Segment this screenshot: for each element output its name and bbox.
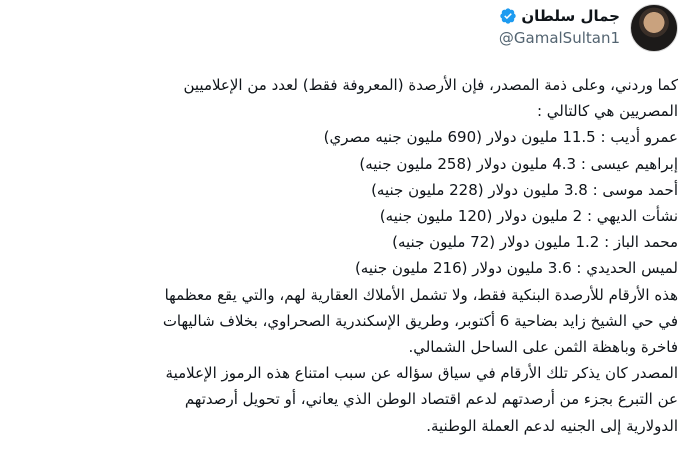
avatar[interactable] [630,4,678,52]
tweet-line: عن التبرع بجزء من أرصدتهم لدعم اقتصاد الوطن الذي يعاني، أو تحويل أرصدتهم [184,390,678,409]
tweet-line: في حي الشيخ زايد بضاحية 6 أكتوبر، وطريق الإسكندرية الصحراوي، بخلاف شاليهات [162,311,678,330]
tweet-line: نشأت الديهي : 2 مليون دولار (120 مليون جنيه) [379,207,678,226]
tweet-line: الدولارية إلى الجنيه لدعم العملة الوطنية. [426,416,678,435]
tweet-line: أحمد موسى : 3.8 مليون دولار (228 مليون جنيه) [371,180,678,199]
tweet-text [18,72,678,439]
tweet-line: عمرو أديب : 11.5 مليون دولار (690 مليون جنيه مصري) [323,128,678,147]
author-display-name[interactable]: جمال سلطان [521,7,620,25]
tweet-line: إبراهيم عيسى : 4.3 مليون دولار (258 مليون جنيه) [359,154,678,173]
name-row [499,6,620,26]
tweet-line: كما وردني، وعلى ذمة المصدر، فإن الأرصدة (المعروفة فقط) لعدد من الإعلاميين [183,76,678,94]
tweet-line: فاخرة وباهظة الثمن على الساحل الشمالي. [408,338,678,357]
verified-badge-icon [499,7,517,25]
tweet-line: المصدر كان يذكر تلك الأرقام في سياق سؤاله عن سبب امتناع هذه الرموز الإعلامية [165,364,678,383]
tweet-line: لميس الحديدي : 3.6 مليون دولار (216 مليون جنيه) [354,259,678,278]
tweet-header [499,4,678,52]
tweet-line: هذه الأرقام للأرصدة البنكية فقط، ولا تشمل الأملاك العقارية لهم، والتي يقع معظمها [164,285,678,304]
tweet-line: محمد الباز : 1.2 مليون دولار (72 مليون جنيه) [392,233,678,252]
author-handle[interactable]: @GamalSultan1 [498,29,620,47]
tweet-line: المصريين هي كالتالي : [536,102,678,121]
author-info [499,4,620,48]
